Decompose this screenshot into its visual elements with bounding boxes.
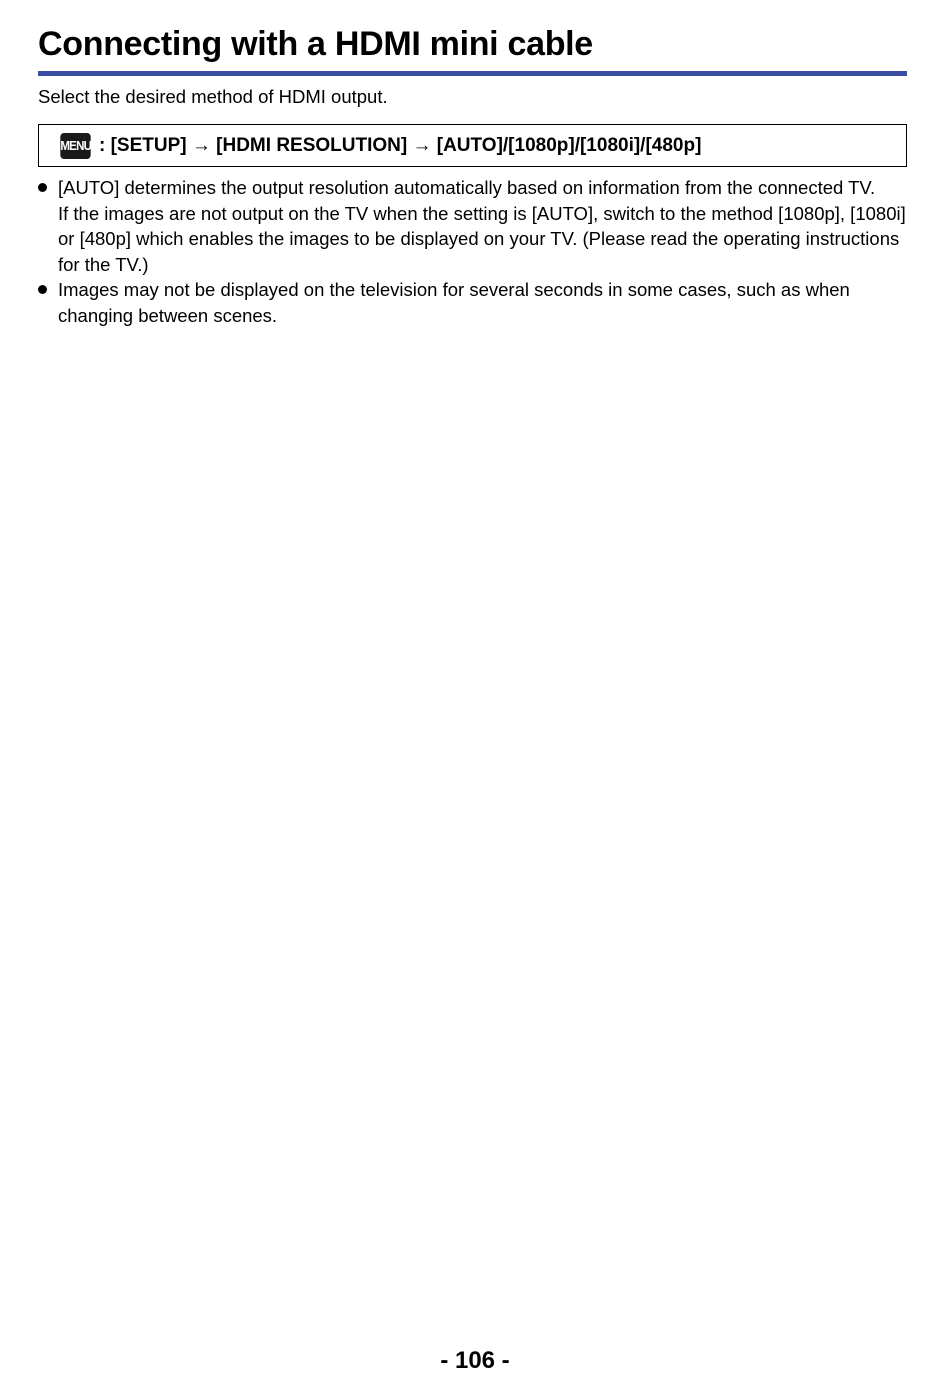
note-item xyxy=(38,277,908,328)
note-paragraph: If the images are not output on the TV when the setting is [AUTO], switch to the method [1080p], [1080i] or [480p] which enables the images to be displayed on your TV. (Please read the operating instructions for the TV.) xyxy=(58,202,906,275)
note-item xyxy=(38,175,908,277)
bullet-icon xyxy=(38,285,47,294)
notes-list xyxy=(38,175,908,328)
intro-text: Select the desired method of HDMI output. xyxy=(38,86,388,107)
menu-path-text: : [SETUP] → [HDMI RESOLUTION] → [AUTO]/[1080p]/[1080i]/[480p] xyxy=(99,134,702,156)
page-title: Connecting with a HDMI mini cable xyxy=(38,25,593,63)
title-divider xyxy=(38,71,907,76)
note-paragraph: Images may not be displayed on the television for several seconds in some cases, such as when changing between scenes. xyxy=(58,279,850,326)
menu-icon: MENU xyxy=(60,133,90,159)
menu-path-box xyxy=(38,124,907,167)
page-number: - 106 - xyxy=(440,1347,510,1374)
note-paragraph: [AUTO] determines the output resolution automatically based on information from the connected TV. xyxy=(58,177,876,198)
bullet-icon xyxy=(38,183,47,192)
